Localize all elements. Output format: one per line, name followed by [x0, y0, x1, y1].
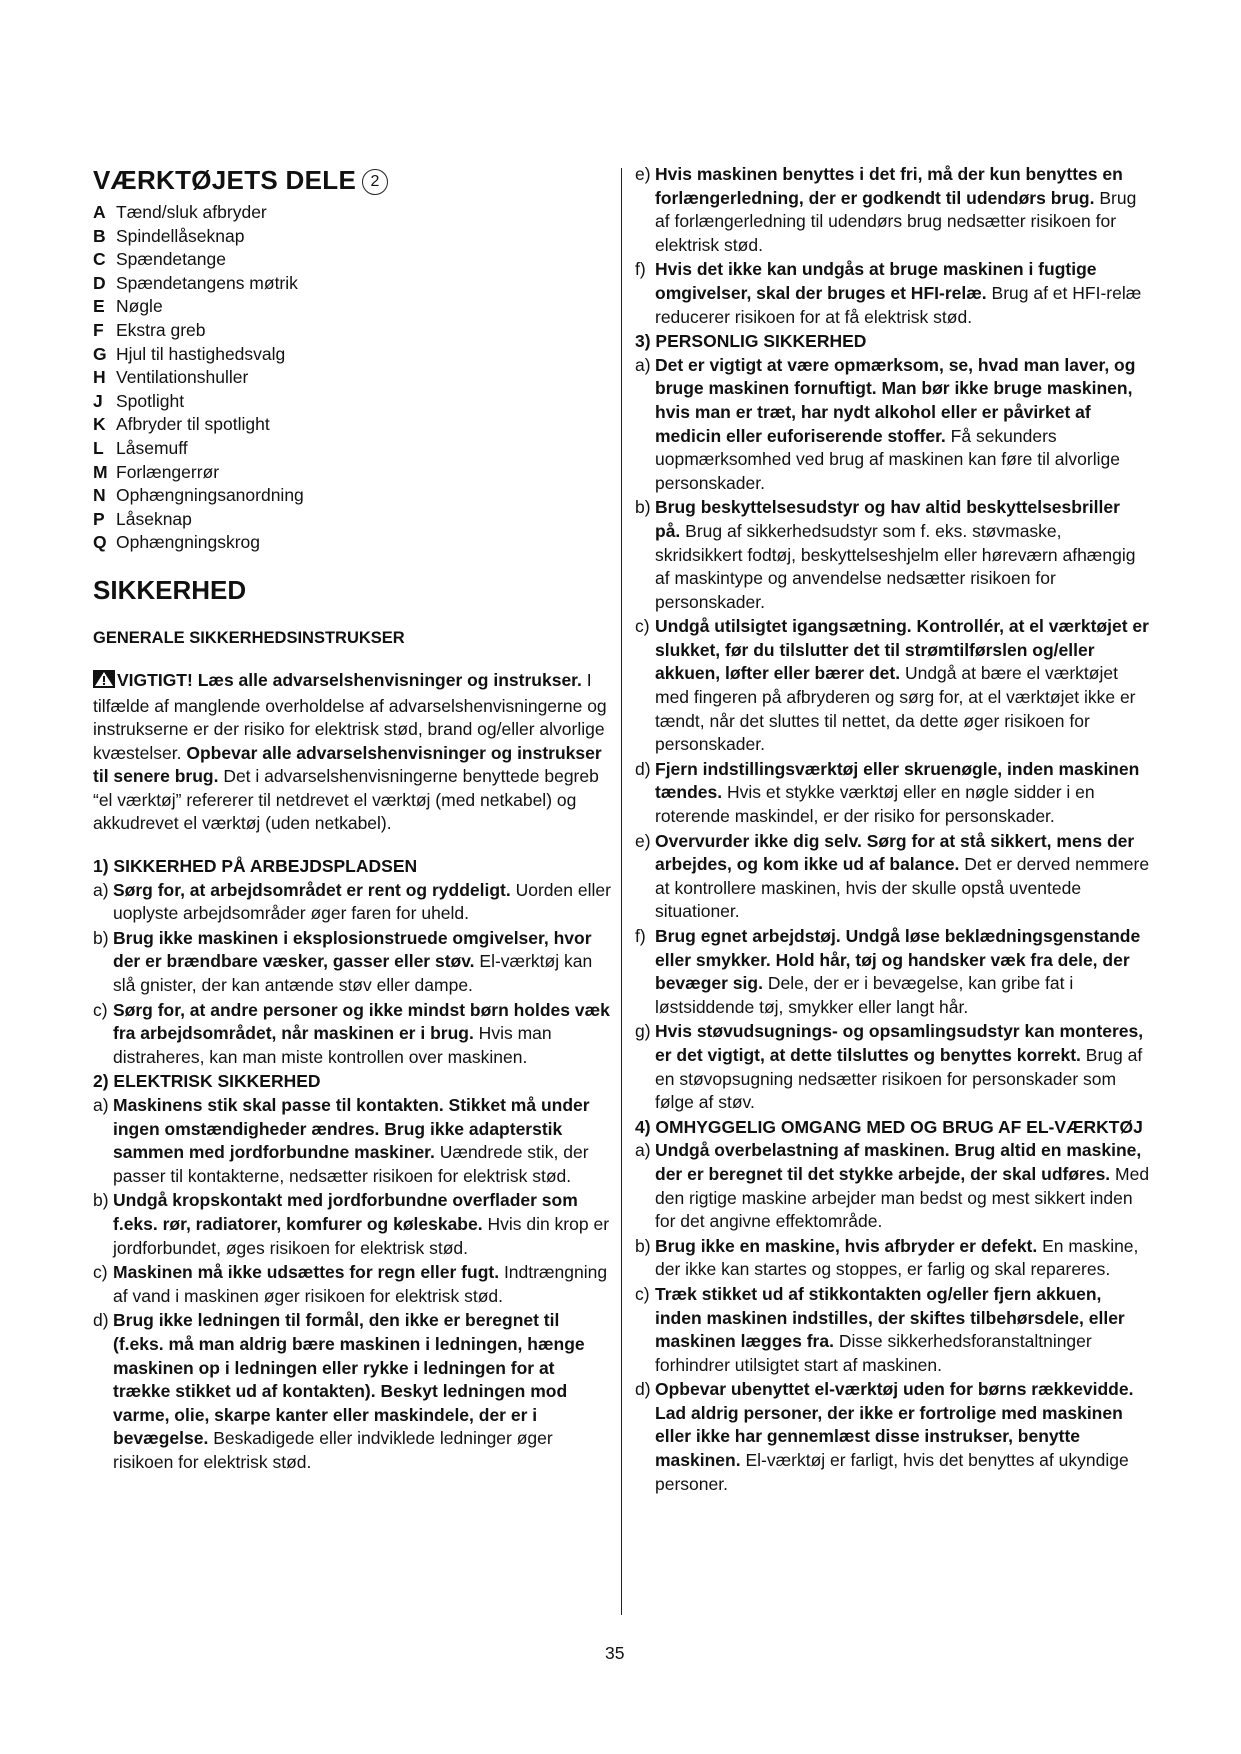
safety-heading: SIKKERHED: [93, 574, 247, 605]
safety-item: c) Sørg for, at andre personer og ikke mindst børn holdes væk fra arbejdsområdet, når maskinen er i brug. Hvis man distraheres, kan man miste kontrollen over maskinen.: [93, 999, 610, 1067]
left-column: [93, 163, 611, 1476]
page-number: 35: [605, 1643, 625, 1663]
warning-icon: [93, 670, 115, 695]
safety-item: c) Maskinen må ikke udsættes for regn eller fugt. Indtrængning af vand i maskinen øger risikoen for elektrisk stød.: [93, 1262, 608, 1306]
part-item: N Ophængningsanordning: [93, 485, 304, 506]
figure-ref-badge: 2: [362, 169, 388, 195]
part-item: A Tænd/sluk afbryder: [93, 202, 267, 222]
safety-item: a) Sørg for, at arbejdsområdet er rent og ryddeligt. Uorden eller uoplyste arbejdsområder øger faren for uheld.: [93, 879, 611, 924]
part-item: L Låsemuff: [93, 437, 188, 458]
tools-parts-heading: VÆRKTØJETS DELE 2: [93, 163, 611, 197]
part-item: G Hjul til hastighedsvalg: [93, 343, 286, 364]
safety-item: b) Brug ikke maskinen i eksplosionstruede omgivelser, hvor der er brændbare væsker, gasser eller støv. El-værktøj kan slå gnister, der kan antænde støv eller dampe.: [93, 927, 593, 996]
part-item: K Afbryder til spotlight: [93, 414, 270, 435]
column-divider: [621, 168, 622, 1615]
part-item: J Spotlight: [93, 390, 185, 411]
safety-item: d) Fjern indstillingsværktøj eller skruenøgle, inden maskinen tændes. Hvis et stykke værktøj eller en nøgle sidder i en roterende maskindel, er der risiko for personskader.: [635, 758, 1140, 827]
safety-item: b) Undgå kropskontakt med jordforbundne overflader som f.eks. rør, radiatorer, komfurer og køleskabe. Hvis din krop er jordforbundet, øges risikoen for elektrisk stød.: [93, 1190, 610, 1258]
safety-item: b) Brug beskyttelsesudstyr og hav altid beskyttelsesbriller på. Brug af sikkerhedsudstyr som f. eks. støvmaske, skridsikkert fodtøj, beskyttelseshjelm eller høreværn afhængig af maskintype og anvendelse nedsætter risikoen for personskader.: [635, 497, 1136, 612]
section-personal-title: 3) PERSONLIG SIKKERHED: [635, 331, 867, 352]
safety-item: e) Overvurder ikke dig selv. Sørg for at stå sikkert, mens der arbejdes, og kom ikke ud af balance. Det er derved nemmere at kontrollere maskinen, hvis der skulle opstå uventede situationer.: [635, 830, 1150, 922]
safety-item: a) Undgå overbelastning af maskinen. Brug altid en maskine, der er beregnet til det stykke arbejde, der skal udføres. Med den rigtige maskine arbejder man bedst og mest sikkert inden for det angivne effektområde.: [635, 1140, 1150, 1232]
section-work-area-title: 1) SIKKERHED PÅ ARBEJDSPLADSEN: [93, 856, 418, 877]
safety-item: c) Træk stikket ud af stikkontakten og/eller fjern akkuen, inden maskinen indstilles, der skiftes tilbehørsdele, eller maskinen lægges fra. Disse sikkerhedsforanstaltninger forhindrer utilsigtet start af maskinen.: [635, 1283, 1125, 1375]
part-item: M Forlængerrør: [93, 461, 220, 482]
safety-item: f) Hvis det ikke kan undgås at bruge maskinen i fugtige omgivelser, skal der bruges et HFI-relæ. Brug af et HFI-relæ reducerer risikoen for at få elektrisk stød.: [635, 259, 1142, 327]
part-item: B Spindellåseknap: [93, 225, 245, 246]
part-item: Q Ophængningskrog: [93, 532, 260, 553]
right-column: [635, 163, 1150, 1497]
safety-item: a) Det er vigtigt at være opmærksom, se, hvad man laver, og bruge maskinen fornuftigt. Man bør ikke bruge maskinen, hvis man er træt, har nydt alkohol eller er påvirket af medicin eller euforiserende stoffer. Få sekunders uopmærksomhed ved brug af maskinen kan føre til alvorlige personskader.: [635, 354, 1136, 493]
part-item: C Spændetange: [93, 249, 226, 270]
section-tool-use-title: 4) OMHYGGELIG OMGANG MED OG BRUG AF EL-VÆRKTØJ: [635, 1116, 1143, 1137]
general-safety-subheading: GENERALE SIKKERHEDSINSTRUKSER: [93, 628, 405, 647]
warning-paragraph: VIGTIGT! Læs alle advarselshenvisninger og instrukser. I tilfælde af manglende overholdelse af advarselshenvisningerne og instrukserne er der risiko for elektrisk stød, brand og/eller alvorlige kvæstelser. Opbevar alle advarselshenvisninger og instrukser til senere brug. Det i advarselshenvisningerne benyttede begreb “el værktøj” refererer til netdrevet el værktøj (med netkabel) og akkudrevet el værktøj (uden netkabel).: [93, 669, 607, 834]
safety-item: c) Undgå utilsigtet igangsætning. Kontrollér, at el værktøjet er slukket, før du tilslutter det til strømtilførslen og/eller akkuen, løfter eller bærer det. Undgå at bære el værktøjet med fingeren på afbryderen og sørg for, at el værktøjet ikke er tændt, når det sluttes til nettet, da dette øger risikoen for personskader.: [635, 616, 1149, 755]
safety-item: b) Brug ikke en maskine, hvis afbryder er defekt. En maskine, der ikke kan startes og stoppes, er farlig og skal repareres.: [635, 1235, 1139, 1280]
safety-item: d) Opbevar ubenyttet el-værktøj uden for børns rækkevidde. Lad aldrig personer, der ikke er fortrolige med maskinen eller ikke har gennemlæst disse instrukser, benytte maskinen. El-værktøj er farligt, hvis det benyttes af ukyndige personer.: [635, 1379, 1134, 1494]
part-item: P Låseknap: [93, 508, 192, 529]
part-item: D Spændetangens møtrik: [93, 272, 298, 293]
safety-item: d) Brug ikke ledningen til formål, den ikke er beregnet til (f.eks. må man aldrig bære maskinen i ledningen, hænge maskinen op i ledningen eller rykke i ledningen for at trække stikket ud af kontakten). Beskyt ledningen mod varme, olie, skarpe kanter eller maskindele, der er i bevægelse. Beskadigede eller indviklede ledninger øger risikoen for elektrisk stød.: [93, 1310, 585, 1472]
safety-item: e) Hvis maskinen benyttes i det fri, må der kun benyttes en forlængerledning, der er godkendt til udendørs brug. Brug af forlængerledning til udendørs brug nedsætter risikoen for elektrisk stød.: [635, 164, 1137, 255]
section-electrical-title: 2) ELEKTRISK SIKKERHED: [93, 1071, 321, 1092]
safety-item: g) Hvis støvudsugnings- og opsamlingsudstyr kan monteres, er det vigtigt, at dette tilsluttes og benyttes korrekt. Brug af en støvopsugning nedsætter risikoen for personskader som følge af støv.: [635, 1021, 1144, 1113]
safety-item: f) Brug egnet arbejdstøj. Undgå løse beklædningsgenstande eller smykker. Hold hår, tøj og handsker væk fra dele, der bevæger sig. Dele, der er i bevægelse, kan gribe fat i løstsiddende tøj, smykker eller langt hår.: [635, 926, 1141, 1017]
part-item: F Ekstra greb: [93, 319, 206, 340]
parts-list: [93, 201, 611, 555]
part-item: H Ventilationshuller: [93, 367, 249, 388]
safety-item: a) Maskinens stik skal passe til kontakten. Stikket må under ingen omstændigheder ændres. Brug ikke adapterstik sammen med jordforbundne maskiner. Uændrede stik, der passer til kontakterne, nedsætter risikoen for elektrisk stød.: [93, 1095, 590, 1186]
part-item: E Nøgle: [93, 296, 163, 317]
